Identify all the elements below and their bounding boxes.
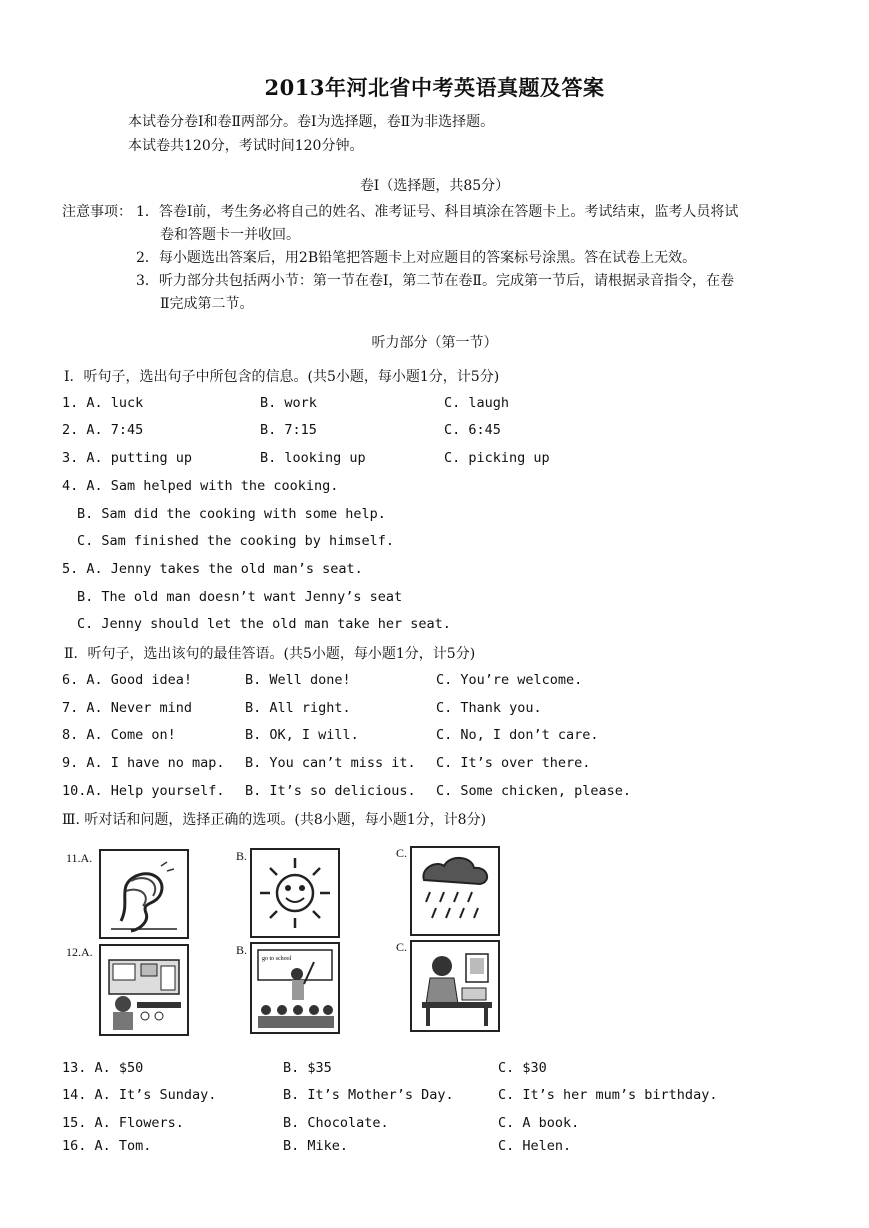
q15-option-c: C. A book. — [498, 1115, 580, 1131]
q1-option-b: B. work — [260, 395, 317, 411]
pic-label-12a: 12.A. — [66, 945, 93, 959]
pic-label-12b: B. — [236, 943, 248, 957]
q6-option-a: 6. A. Good idea! — [62, 672, 193, 688]
q13-option-b: B. $35 — [283, 1060, 332, 1076]
pic-label-12c: C. — [396, 940, 408, 954]
classroom-picture — [250, 942, 340, 1034]
q5-option-a: 5. A. Jenny takes the old man’s seat. — [62, 561, 363, 577]
pic-label-11c: C. — [396, 846, 408, 860]
notice-item-1: 1．答卷Ⅰ前，考生务必将自己的姓名、准考证号、科目填涂在答题卡上。考试结束，监考人员将试 — [136, 204, 739, 220]
section1-title: Ⅰ．听句子，选出句子中所包含的信息。(共5小题，每小题1分，计5分) — [64, 369, 500, 385]
q10-option-b: B. It’s so delicious. — [245, 783, 416, 799]
notice-item-3-cont: Ⅱ完成第二节。 — [160, 296, 254, 312]
q5-option-b: B. The old man doesn’t want Jenny’s seat — [77, 589, 403, 605]
q16-option-b: B. Mike. — [283, 1138, 349, 1154]
q8-option-c: C. No, I don’t care. — [436, 727, 599, 743]
q13-option-c: C. $30 — [498, 1060, 547, 1076]
tornado-picture — [99, 849, 189, 939]
sun-picture — [250, 848, 340, 938]
q4-option-a: 4. A. Sam helped with the cooking. — [62, 478, 339, 494]
board-text: go to school — [262, 956, 292, 962]
q1-option-c: C. laugh — [444, 395, 510, 411]
section2-title: Ⅱ．听句子，选出该句的最佳答语。(共5小题，每小题1分，计5分) — [64, 646, 476, 662]
q16-option-c: C. Helen. — [498, 1138, 572, 1154]
section3-title: Ⅲ. 听对话和问题，选择正确的选项。(共8小题，每小题1分，计8分) — [62, 812, 487, 828]
q10-option-c: C. Some chicken, please. — [436, 783, 632, 799]
office-worker-picture — [410, 940, 500, 1032]
q4-option-b: B. Sam did the cooking with some help. — [77, 506, 386, 522]
q9-option-a: 9. A. I have no map. — [62, 755, 225, 771]
q9-option-b: B. You can’t miss it. — [245, 755, 416, 771]
page-title: 2013年河北省中考英语真题及答案 — [264, 75, 605, 100]
q8-option-b: B. OK, I will. — [245, 727, 359, 743]
q2-option-a: 2. A. 7:45 — [62, 422, 144, 438]
q8-option-a: 8. A. Come on! — [62, 727, 176, 743]
q1-option-a: 1. A. luck — [62, 395, 144, 411]
q3-option-c: C. picking up — [444, 450, 550, 466]
q7-option-c: C. Thank you. — [436, 700, 542, 716]
intro-line-2: 本试卷共120分，考试时间120分钟。 — [128, 138, 364, 154]
q3-option-b: B. looking up — [260, 450, 366, 466]
notice-label: 注意事项： — [62, 204, 132, 220]
q7-option-a: 7. A. Never mind — [62, 700, 193, 716]
q14-option-b: B. It’s Mother’s Day. — [283, 1087, 454, 1103]
pic-label-11b: B. — [236, 849, 248, 863]
q5-option-c: C. Jenny should let the old man take her seat. — [77, 616, 451, 632]
intro-line-1: 本试卷分卷Ⅰ和卷Ⅱ两部分。卷Ⅰ为选择题，卷Ⅱ为非选择题。 — [128, 114, 495, 130]
q15-option-b: B. Chocolate. — [283, 1115, 389, 1131]
q15-option-a: 15. A. Flowers. — [62, 1115, 184, 1131]
rain-picture — [410, 846, 500, 936]
notice-item-3: 3．听力部分共包括两小节：第一节在卷Ⅰ，第二节在卷Ⅱ。完成第一节后，请根据录音指令，在卷 — [136, 273, 734, 289]
pic-label-11a: 11.A. — [66, 851, 93, 865]
q7-option-b: B. All right. — [245, 700, 351, 716]
q6-option-c: C. You’re welcome. — [436, 672, 583, 688]
notice-item-1-cont: 卷和答题卡一并收回。 — [160, 227, 300, 243]
q14-option-a: 14. A. It’s Sunday. — [62, 1087, 217, 1103]
part1-heading: 卷Ⅰ（选择题，共85分） — [359, 178, 510, 194]
q9-option-c: C. It’s over there. — [436, 755, 591, 771]
q4-option-c: C. Sam finished the cooking by himself. — [77, 533, 394, 549]
q2-option-b: B. 7:15 — [260, 422, 317, 438]
q10-option-a: 10.A. Help yourself. — [62, 783, 225, 799]
q3-option-a: 3. A. putting up — [62, 450, 193, 466]
listening-heading: 听力部分（第一节） — [371, 335, 498, 351]
q2-option-c: C. 6:45 — [444, 422, 501, 438]
q6-option-b: B. Well done! — [245, 672, 351, 688]
notice-item-2: 2．每小题选出答案后，用2B铅笔把答题卡上对应题目的答案标号涂黑。答在试卷上无效。 — [136, 250, 697, 266]
q14-option-c: C. It’s her mum’s birthday. — [498, 1087, 718, 1103]
computer-room-picture — [99, 944, 189, 1036]
q16-option-a: 16. A. Tom. — [62, 1138, 152, 1154]
q13-option-a: 13. A. $50 — [62, 1060, 144, 1076]
